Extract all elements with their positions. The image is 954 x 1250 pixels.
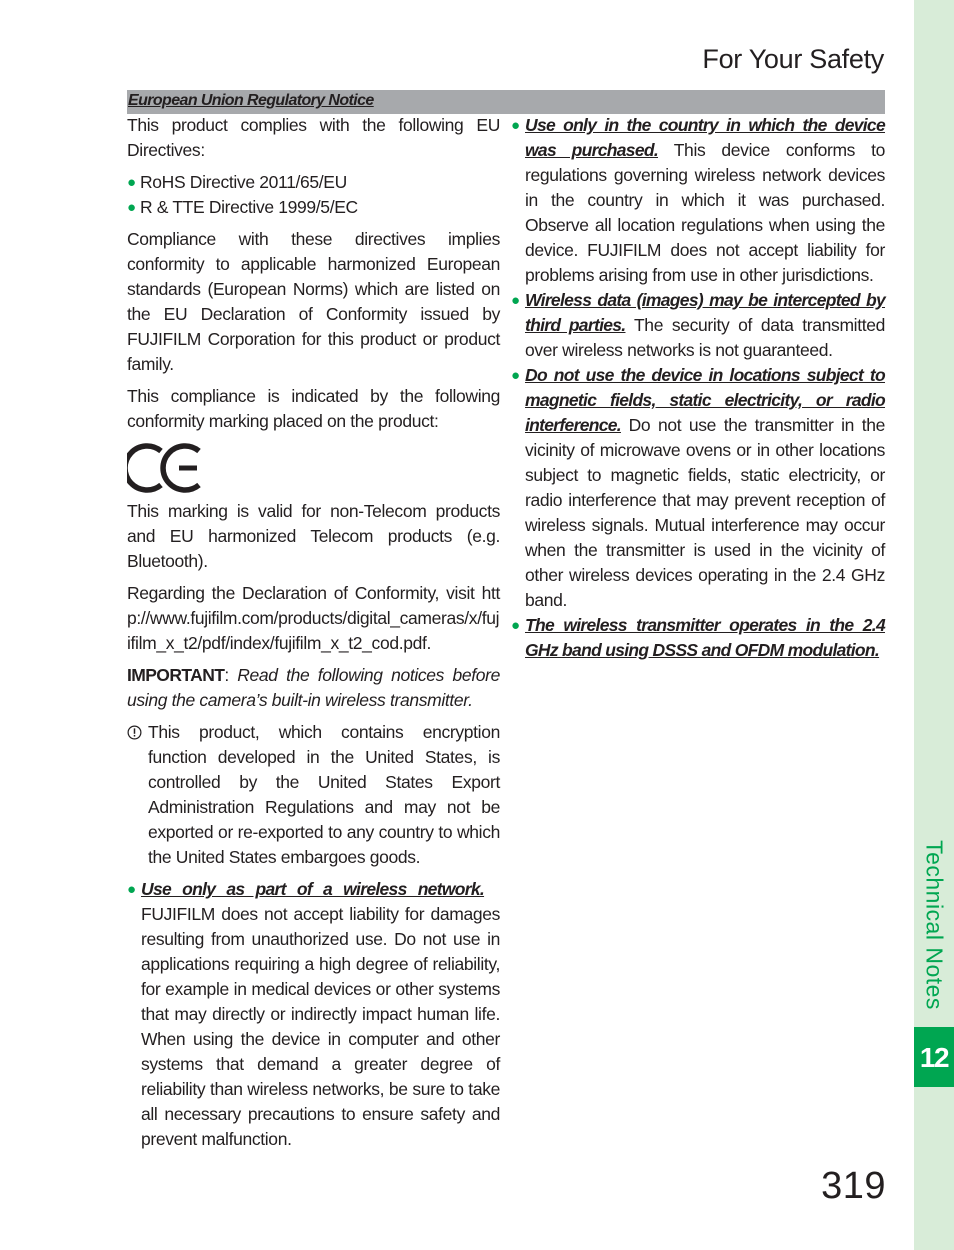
important-label: IMPORTANT xyxy=(127,665,225,685)
item-heading: Wireless data (images) may be intercepted by third parties. xyxy=(525,290,885,335)
marking-intro-paragraph: This compliance is indicated by the following conformity marking placed on the product: xyxy=(127,386,500,431)
list-item xyxy=(511,288,885,363)
directive-list xyxy=(127,170,500,220)
item-heading: The wireless transmitter operates in the 2.4 GHz band using DSSS and OFDM modulation. xyxy=(525,615,885,660)
marking-validity-paragraph: This marking is valid for non-Telecom products and EU harmonized Telecom products (e.g. Bluetooth). xyxy=(127,501,500,571)
item-heading: Do not use the device in locations subject to magnetic fields, static electricity, or radio interference. xyxy=(525,365,885,435)
item-body: The security of data transmitted over wireless networks is not guaranteed. xyxy=(525,315,885,360)
declaration-paragraph: Regarding the Declaration of Conformity, visit http://www.fujifilm.com/products/digital_cameras/x/fujifilm_x_t2/pdf/index/fujifilm_x_t2_cod.pdf. xyxy=(127,583,500,653)
item-heading: Use only in the country in which the device was purchased. xyxy=(525,115,885,160)
caution-circle-icon xyxy=(127,725,142,740)
running-header: For Your Safety xyxy=(702,44,884,74)
side-tab-label xyxy=(914,830,954,1020)
item-body: This device conforms to regulations governing wireless network devices in the country in which it was purchased. Observe all location regulations when using the device. FUJIFILM does not accept liability for problems arising from use in other jurisdictions. xyxy=(525,140,885,285)
export-note xyxy=(127,720,500,870)
compliance-paragraph: Compliance with these directives implies conformity to applicable harmonized European standards (European Norms) which are listed on the EU Declaration of Conformity issued by FUJIFILM Corporation for this product or product family. xyxy=(127,229,500,374)
page-number: 319 xyxy=(821,1165,886,1207)
list-item xyxy=(127,877,500,1152)
list-item xyxy=(511,113,885,288)
green-dot-icon: ● xyxy=(127,174,136,191)
green-dot-icon: ● xyxy=(511,617,520,634)
export-note-text: This product, which contains encryption function developed in the United States, is controlled by the United States Export Administration Regulations and may not be exported or re-exported to any country to which the United States embargoes goods. xyxy=(148,722,500,867)
list-item xyxy=(127,170,500,195)
green-dot-icon: ● xyxy=(511,117,520,134)
green-dot-icon: ● xyxy=(127,199,136,216)
network-body: FUJIFILM does not accept liability for damages resulting from unauthorized use. Do not use in applications requiring a high degree of reliability, for example in medical devices or other systems that may directly or indirectly impact human life. When using the device in computer and other systems that demand a greater degree of reliability than wireless networks, be sure to take all necessary precautions to ensure safety and prevent malfunction. xyxy=(141,904,500,1149)
network-heading: Use only as part of a wireless network. xyxy=(141,879,485,899)
green-dot-icon: ● xyxy=(127,881,136,898)
right-column xyxy=(511,113,885,663)
green-dot-icon: ● xyxy=(511,367,520,384)
important-text: Read the following notices before using the camera’s built-in wireless transmitter. xyxy=(127,665,500,710)
intro-paragraph: This product complies with the following EU Directives: xyxy=(127,115,500,160)
directive-text: RoHS Directive 2011/65/EU xyxy=(140,172,347,192)
side-tab-text: Technical Notes xyxy=(921,840,948,1010)
section-title: European Union Regulatory Notice xyxy=(128,92,374,109)
ce-mark-icon xyxy=(127,441,500,495)
important-paragraph: IMPORTANT: Read the following notices before using the camera’s built-in wireless transmitter. xyxy=(127,665,500,710)
list-item xyxy=(511,613,885,663)
left-column xyxy=(127,113,500,1152)
list-item xyxy=(127,195,500,220)
item-body: Do not use the transmitter in the vicinity of microwave ovens or in other locations subject to magnetic fields, static electricity, or radio interference that may prevent reception of wireless signals. Mutual interference may occur when the transmitter is used in the vicinity of other wireless devices operating in the 2.4 GHz band. xyxy=(525,415,886,610)
green-dot-icon: ● xyxy=(511,292,520,309)
chapter-number: 12 xyxy=(914,1027,954,1087)
list-item xyxy=(511,363,885,613)
directive-text: R & TTE Directive 1999/5/EC xyxy=(140,197,358,217)
